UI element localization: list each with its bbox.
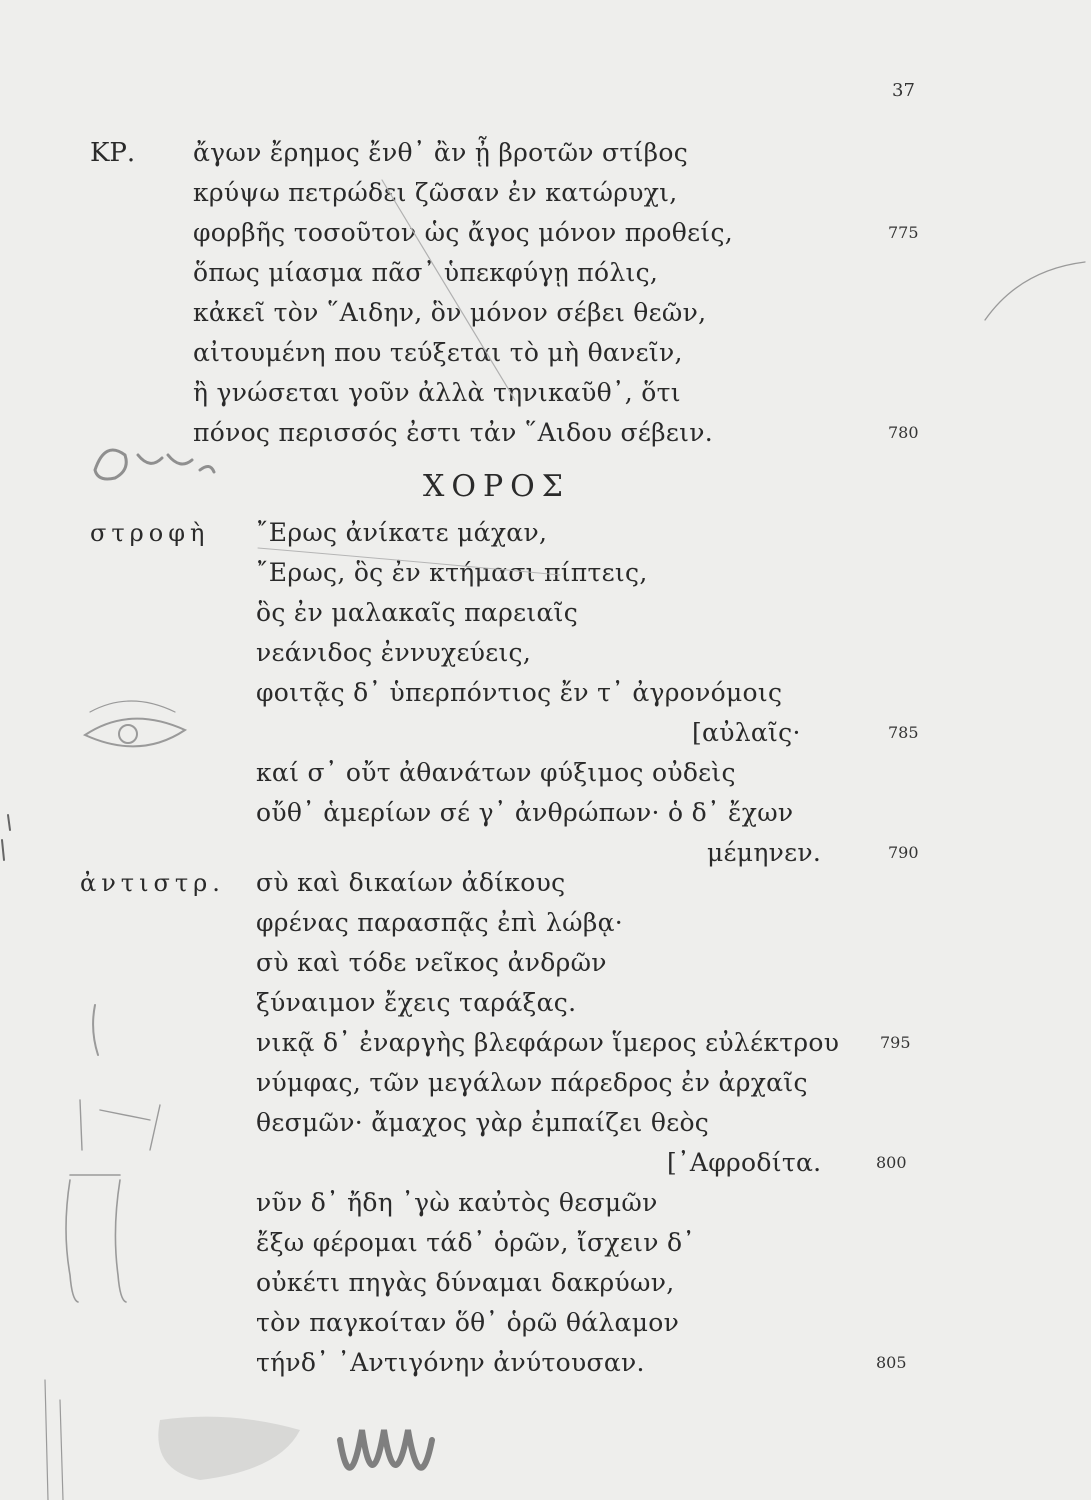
verse-line: τήνδ᾽ ᾽Αντιγόνην ἀνύτουσαν. (256, 1348, 645, 1377)
verse-line: φοιτᾷς δ᾽ ὑπερπόντιος ἔν τ᾽ ἀγρονόμοις (256, 678, 783, 707)
line-number: 795 (880, 1033, 911, 1052)
verse-line: κρύψω πετρώδει ζῶσαν ἐν κατώρυχι, (193, 178, 678, 207)
line-number: 805 (876, 1353, 907, 1372)
line-number: 775 (888, 223, 919, 242)
verse-line: ὅπως μίασμα πᾶσ᾽ ὑπεκφύγῃ πόλις, (193, 258, 659, 287)
verse-line: ὃς ἐν μαλακαῖς παρειαῖς (256, 598, 579, 627)
verse-line: οὔθ᾽ ἁμερίων σέ γ᾽ ἀνθρώπων· ὁ δ᾽ ἔχων (256, 798, 794, 827)
speaker-label: ΚΡ. (90, 138, 136, 168)
verse-line: καί σ᾽ οὔτ ἀθανάτων φύξιμος οὐδεὶς (256, 758, 736, 787)
verse-line: κἀκεῖ τὸν ῞Αιδην, ὃν μόνον σέβει θεῶν, (193, 298, 707, 327)
verse-line: ἔξω φέρομαι τάδ᾽ ὁρῶν, ἴσχειν δ᾽ (256, 1228, 696, 1257)
legs-sketch (66, 1175, 126, 1302)
page-number: 37 (892, 80, 915, 101)
verse-line: πόνος περισσός ἐστι τἀν ῞Αιδου σέβειν. (193, 418, 713, 447)
antistrophe-label: ἀντιστρ. (80, 869, 225, 897)
verse-line: νύμφας, τῶν μεγάλων πάρεδρος ἐν ἀρχαῖς (256, 1068, 808, 1097)
verse-line: σὺ καὶ τόδε νεῖκος ἀνδρῶν (256, 948, 607, 977)
verse-line: τὸν παγκοίταν ὅθ᾽ ὁρῶ θάλαμον (256, 1308, 680, 1337)
verse-line: αἰτουμένη που τεύξεται τὸ μὴ θανεῖν, (193, 338, 683, 367)
verse-line: ῎Ερως, ὃς ἐν κτήμασι πίπτεις, (256, 558, 648, 587)
verse-line: ἄγων ἔρημος ἔνθ᾽ ἂν ᾖ βροτῶν στίβος (193, 138, 689, 167)
line-number: 785 (888, 723, 919, 742)
line-number: 790 (888, 843, 919, 862)
verse-line: μέμηνεν. (707, 838, 822, 867)
verse-line: ῎Ερως ἀνίκατε μάχαν, (256, 518, 548, 547)
verse-line: φορβῆς τοσοῦτον ὡς ἄγος μόνον προθείς, (193, 218, 734, 247)
chorus-heading: ΧΟΡΟΣ (423, 469, 570, 504)
margin-sketch (80, 1100, 160, 1150)
strophe-label: στροφὴ (90, 519, 210, 547)
margin-mark (93, 1005, 98, 1055)
smudge (158, 1417, 300, 1480)
bottom-scribble (340, 1430, 432, 1468)
verse-line: οὐκέτι πηγὰς δύναμαι δακρύων, (256, 1268, 675, 1297)
eye-sketch-brow (90, 701, 175, 712)
verse-line: [᾽Αφροδίτα. (667, 1148, 822, 1177)
verse-line: νικᾷ δ᾽ ἐναργὴς βλεφάρων ἵμερος εὐλέκτρου (256, 1028, 840, 1057)
eye-sketch-pupil (119, 725, 137, 743)
verse-line: θεσμῶν· ἄμαχος γὰρ ἐμπαίζει θεὸς (256, 1108, 710, 1137)
line-number: 800 (876, 1153, 907, 1172)
margin-curve (985, 262, 1085, 320)
eye-sketch (85, 719, 185, 747)
verse-line: σὺ καὶ δικαίων ἀδίκους (256, 868, 566, 897)
margin-scribble (95, 450, 214, 479)
verse-line: νεάνιδος ἐννυχεύεις, (256, 638, 532, 667)
verse-line: φρένας παρασπᾷς ἐπὶ λώβᾳ· (256, 908, 624, 937)
margin-lines (45, 1380, 63, 1500)
line-number: 780 (888, 423, 919, 442)
verse-line: νῦν δ᾽ ἤδη ᾽γὼ καὐτὸς θεσμῶν (256, 1188, 658, 1217)
verse-line: ἢ γνώσεται γοῦν ἀλλὰ τηνικαῦθ᾽, ὅτι (193, 378, 681, 407)
verse-line: [αὐλαῖς· (692, 718, 801, 747)
verse-line: ξύναιμον ἔχεις ταράξας. (256, 988, 577, 1017)
edge-mark (2, 815, 10, 860)
